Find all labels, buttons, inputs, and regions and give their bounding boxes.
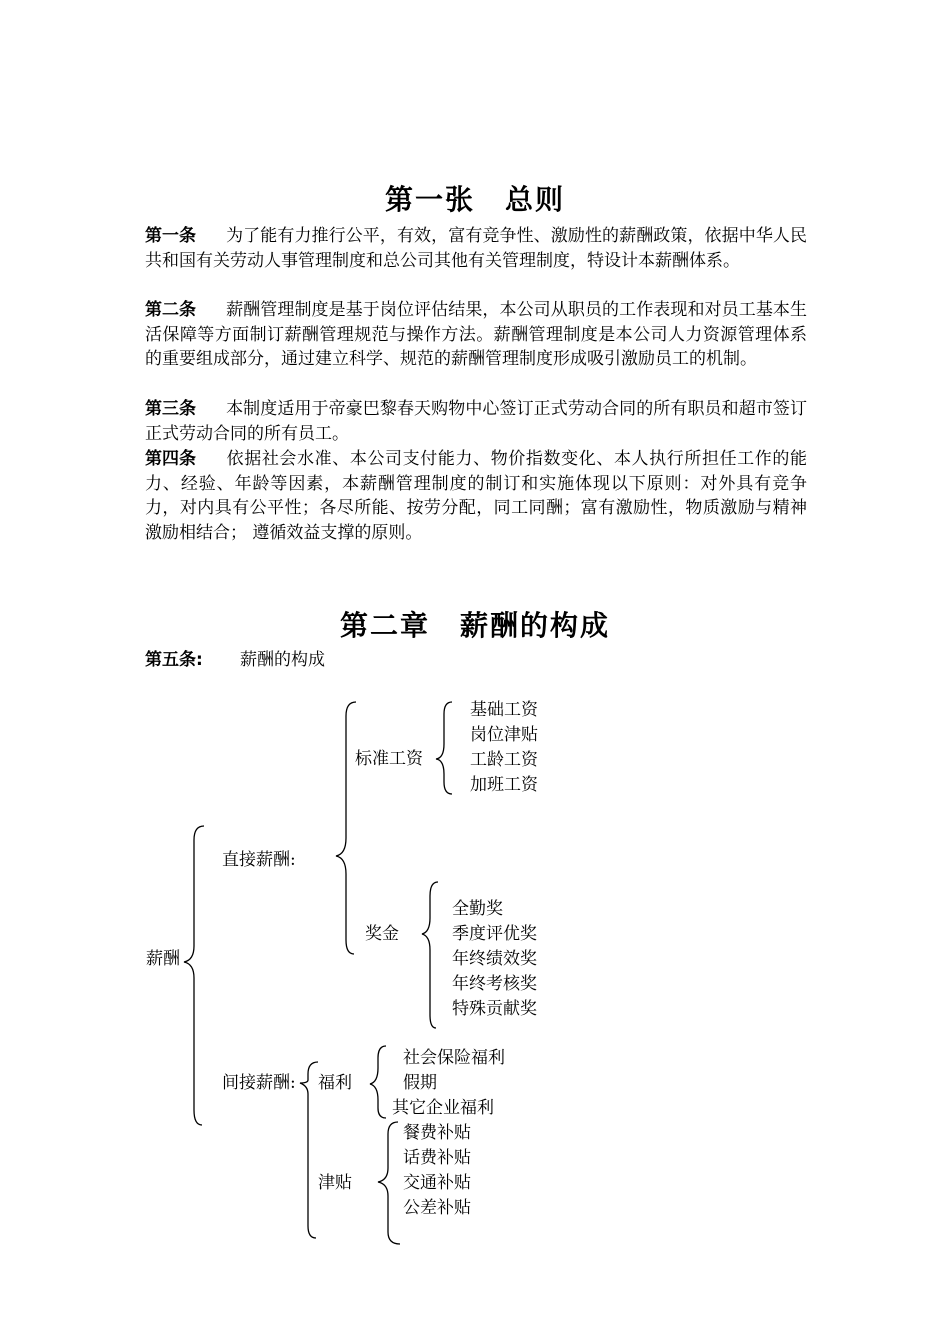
tree-root-label: 薪酬 — [146, 949, 180, 969]
indirect-pay-label: 间接薪酬: — [222, 1073, 296, 1093]
article-text: 本制度适用于帝豪巴黎春天购物中心签订正式劳动合同的所有职员和超市签订正式劳动合同的所有员工。 — [145, 399, 807, 444]
welfare-label: 福利 — [318, 1073, 352, 1093]
article-text: 薪酬管理制度是基于岗位评估结果，本公司从职员的工作表现和对员工基本生活保障等方面制订薪酬管理规范与操作方法。薪酬管理制度是本公司人力资源管理体系的重要组成部分，通过建立科学、规范的薪酬管理制度形成吸引激励员工的机制。 — [145, 300, 807, 369]
brace-welfare — [370, 1046, 386, 1118]
standard-item: 基础工资 — [470, 700, 538, 720]
standard-item: 岗位津贴 — [470, 725, 538, 745]
article-text: 依据社会水准、本公司支付能力、物价指数变化、本人执行所担任工作的能力、经验、年龄等因素，本薪酬管理制度的制订和实施体现以下原则：对外具有竞争力，对内具有公平性；各尽所能、按劳分配，同工同酬；富有激励性，物质激励与精神激励相结合； 遵循效益支撑的原则。 — [145, 449, 807, 543]
welfare-item: 社会保险福利 — [403, 1048, 505, 1068]
bonus-item: 特殊贡献奖 — [452, 999, 537, 1019]
brace-bonus — [422, 882, 438, 1028]
bonus-label: 奖金 — [365, 924, 399, 944]
bonus-item: 季度评优奖 — [452, 924, 537, 944]
chapter-2-number: 第二章 — [339, 609, 430, 642]
article-label: 第三条 — [145, 399, 196, 419]
welfare-item: 其它企业福利 — [392, 1098, 494, 1118]
article-label: 第一条 — [145, 226, 196, 246]
allowance-item: 公差补贴 — [403, 1198, 471, 1218]
standard-item: 工龄工资 — [470, 750, 538, 770]
article-label: 第二条 — [145, 300, 196, 320]
article-5-text: 薪酬的构成 — [240, 650, 325, 670]
chapter-1-number: 第一张 — [384, 183, 475, 216]
bonus-item: 全勤奖 — [452, 899, 503, 919]
allowance-label: 津贴 — [318, 1173, 352, 1193]
article-text: 为了能有力推行公平，有效，富有竞争性、激励性的薪酬政策，依据中华人民共和国有关劳动人事管理制度和总公司其他有关管理制度，特设计本薪酬体系。 — [145, 226, 807, 271]
article-label: 第四条 — [145, 449, 196, 469]
brace-standard — [436, 702, 452, 794]
welfare-item: 假期 — [403, 1073, 437, 1093]
brace-root — [184, 826, 204, 1125]
article-5-label: 第五条: — [145, 650, 203, 670]
bonus-item: 年终考核奖 — [452, 974, 537, 994]
brace-allowance — [378, 1122, 400, 1244]
chapter-2-name: 薪酬的构成 — [460, 609, 611, 642]
bonus-item: 年终绩效奖 — [452, 949, 537, 969]
allowance-item: 餐费补贴 — [403, 1123, 471, 1143]
allowance-item: 话费补贴 — [403, 1148, 471, 1168]
allowance-item: 交通补贴 — [403, 1173, 471, 1193]
chapter-1-name: 总则 — [505, 183, 566, 216]
standard-item: 加班工资 — [470, 775, 538, 795]
standard-wage-label: 标准工资 — [355, 749, 423, 769]
brace-direct — [336, 702, 356, 954]
brace-indirect — [300, 1062, 318, 1238]
direct-pay-label: 直接薪酬: — [222, 850, 296, 870]
